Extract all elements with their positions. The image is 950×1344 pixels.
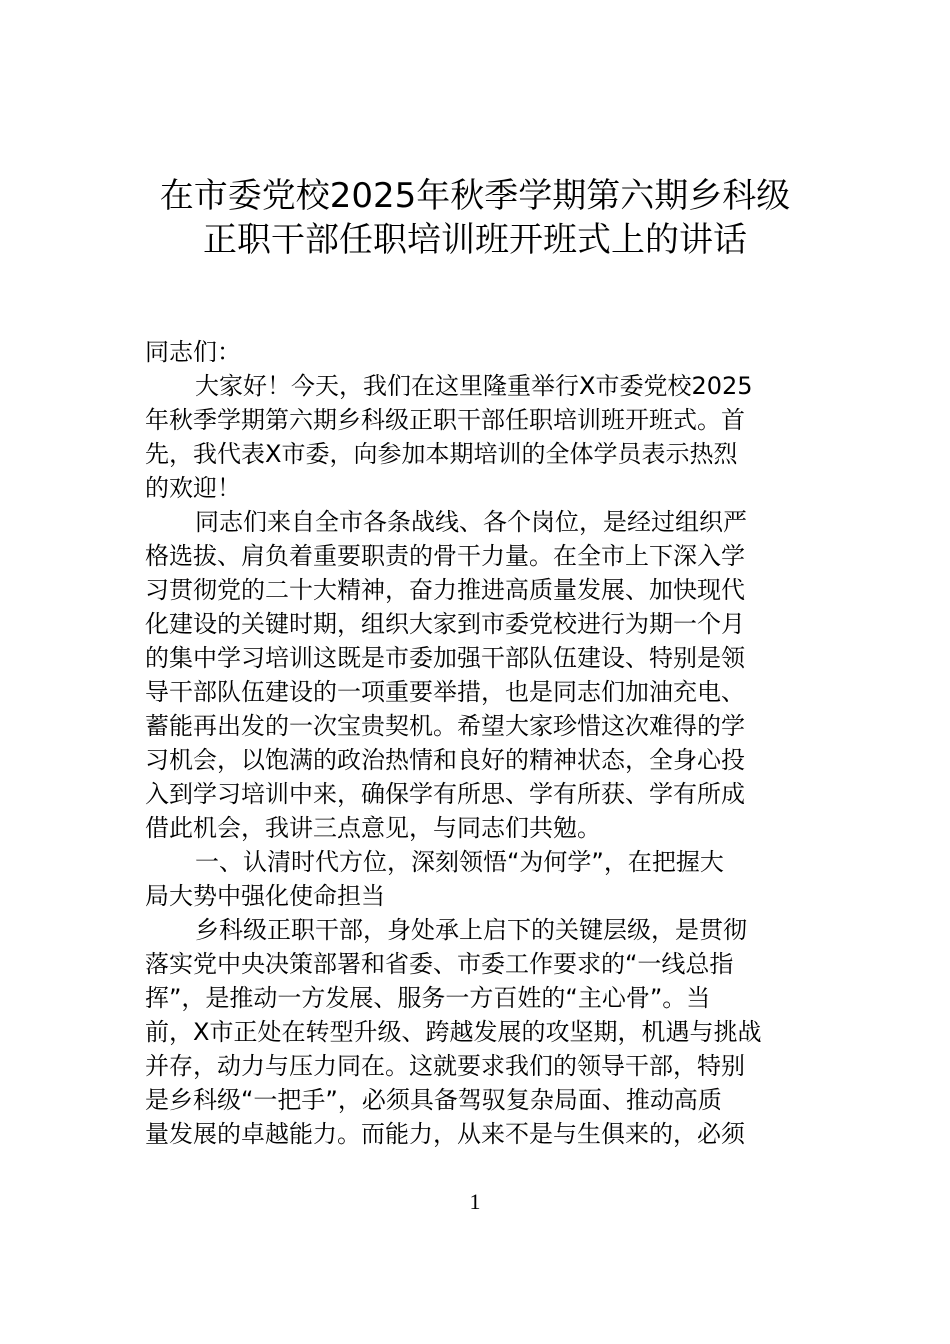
body-line: 习机会，以饱满的政治热情和良好的精神状态，全身心投: [145, 746, 745, 774]
body-line: 局大势中强化使命担当: [145, 882, 385, 910]
body-line: 落实党中央决策部署和省委、市委工作要求的“一线总指: [145, 950, 734, 978]
body-line: 并存，动力与压力同在。这就要求我们的领导干部，特别: [145, 1052, 745, 1080]
body-line: 习贯彻党的二十大精神，奋力推进高质量发展、加快现代: [145, 576, 745, 604]
document-title-line-1: [100, 176, 850, 216]
body-line: 是乡科级“一把手”，必须具备驾驭复杂局面、推动高质: [145, 1086, 722, 1114]
body-line: 年秋季学期第六期乡科级正职干部任职培训班开班式。首: [145, 406, 745, 434]
body-line: 量发展的卓越能力。而能力，从来不是与生俱来的，必须: [145, 1120, 745, 1148]
body-line: 前，X市正处在转型升级、跨越发展的攻坚期，机遇与挑战: [145, 1018, 762, 1046]
title-text: 在市委党校2025年秋季学期第六期乡科级: [159, 176, 791, 216]
body-line: 蓄能再出发的一次宝贵契机。希望大家珍惜这次难得的学: [145, 712, 745, 740]
document-body: [145, 335, 810, 1151]
body-line: 一、认清时代方位，深刻领悟“为何学”，在把握大: [195, 848, 724, 876]
body-line: 借此机会，我讲三点意见，与同志们共勉。: [145, 814, 601, 842]
page-number: 1: [469, 1189, 481, 1214]
document-title-line-2: [100, 220, 850, 260]
body-line: 入到学习培训中来，确保学有所思、学有所获、学有所成: [145, 780, 745, 808]
body-line: 挥”，是推动一方发展、服务一方百姓的“主心骨”。当: [145, 984, 711, 1012]
body-line: 的集中学习培训这既是市委加强干部队伍建设、特别是领: [145, 644, 745, 672]
salutation: 同志们：: [145, 338, 241, 366]
body-line: 化建设的关键时期，组织大家到市委党校进行为期一个月: [145, 610, 745, 638]
body-line: 格选拔、肩负着重要职责的骨干力量。在全市上下深入学: [145, 542, 745, 570]
body-line: 的欢迎！: [145, 474, 241, 502]
body-line: 导干部队伍建设的一项重要举措，也是同志们加油充电、: [145, 678, 745, 706]
body-line: 大家好！今天，我们在这里隆重举行X市委党校2025: [195, 372, 753, 400]
body-line: 乡科级正职干部，身处承上启下的关键层级，是贯彻: [195, 916, 747, 944]
body-line: 同志们来自全市各条战线、各个岗位，是经过组织严: [195, 508, 747, 536]
body-lines: [145, 369, 810, 1151]
body-line: 先，我代表X市委，向参加本期培训的全体学员表示热烈: [145, 440, 738, 468]
title-text: 正职干部任职培训班开班式上的讲话: [203, 220, 747, 260]
